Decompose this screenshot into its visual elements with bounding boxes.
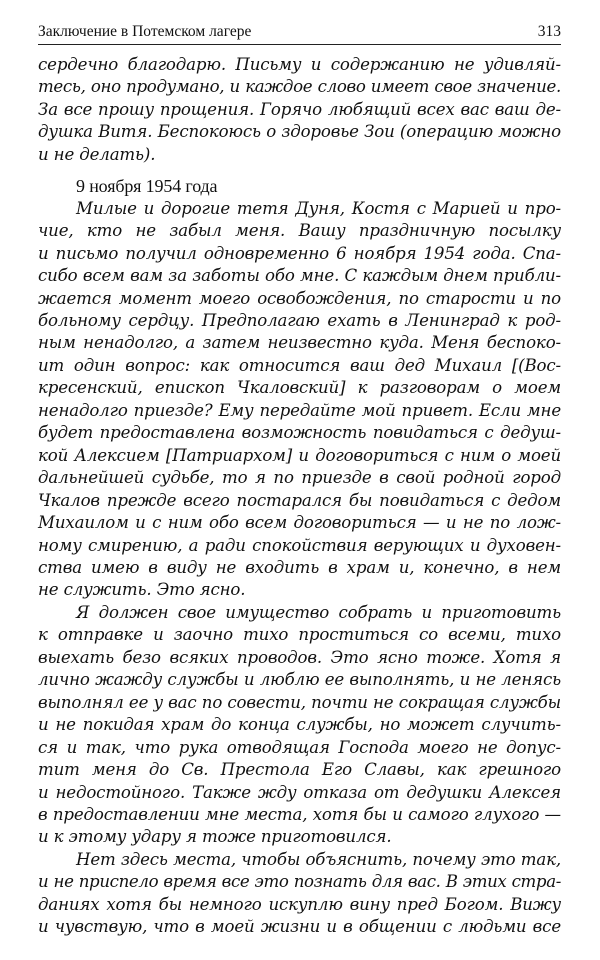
paragraph-continuation (38, 54, 561, 166)
text-line: тесь, оно продумано, и каждое слово имеет свое значение. (38, 77, 561, 97)
text-line: в предоставлении мне места, хотя бы и самого глухого — (38, 804, 561, 824)
text-line: сердечно благодарю. Письму и содержанию не удивляй- (38, 55, 561, 74)
text-line: больному сердцу. Предполагаю ехать в Ленинград к род- (38, 310, 561, 330)
text-line: тит меня до Св. Престола Его Славы, как грешного (38, 760, 561, 780)
text-line: и не приспело время все это познать для вас. В этих стра- (38, 872, 561, 892)
text-line: Милые и дорогие тетя Дуня, Костя с Марией и про- (76, 198, 561, 218)
running-head (38, 19, 561, 41)
paragraph-letter (38, 602, 561, 849)
text-line: ненадолго приезде? Ему передайте мой привет. Если мне (38, 400, 561, 420)
text-line: ся и так, что рука отводящая Господа моего не допус- (38, 737, 561, 757)
text-line: сибо всем вам за заботы обо мне. С каждым днем прибли- (38, 266, 561, 286)
text-line: ства имею в виду не входить в храм и, конечно, в нем (38, 557, 561, 577)
text-line: Нет здесь места, чтобы объяснить, почему это так, (76, 849, 561, 869)
text-line: даниях хотя бы немного искуплю вину пред Богом. Вижу (38, 894, 561, 914)
text-line: будет предоставлена возможность повидаться с дедуш- (38, 423, 561, 443)
text-line: выполнял ее у вас по совести, почти не сокращая службы (38, 692, 561, 712)
paragraph-letter (38, 849, 561, 939)
text-line: и письмо получил одновременно 6 ноября 1954 года. Спа- (38, 243, 561, 263)
text-line: Я должен свое имущество собрать и приготовить (76, 602, 561, 622)
text-line: выехать безо всяких проводов. Это ясно тоже. Хотя я (38, 647, 561, 667)
text-line: и недостойного. Также жду отказа от дедушки Алексея (38, 782, 561, 802)
text-line: ит один вопрос: как относится ваш дед Михаил [(Вос- (38, 355, 561, 375)
text-line: душка Витя. Беспокоюсь о здоровье Зои (операцию можно (38, 122, 561, 142)
text-line: не служить. Это ясно. (38, 580, 246, 600)
text-line: жается момент моего освобождения, по старости и по (38, 288, 561, 308)
paragraph-letter (38, 198, 561, 602)
text-line: ным ненадолго, а затем неизвестно куда. Меня беспоко- (38, 333, 561, 353)
header-rule (38, 44, 561, 45)
chapter-title: Заключение в Потемском лагере (38, 23, 252, 40)
text-line: Михаилом и с ним обо всем договориться — и не по лож- (38, 513, 561, 533)
text-line: ному смирению, а ради спокойствия верующих и духовен- (38, 535, 561, 555)
text-line: и не покидая храм до конца службы, но может случить- (38, 715, 561, 735)
text-line: дальнейшей судьбе, то я по приезде в свой родной город (38, 468, 561, 488)
text-line: кой Алексием [Патриархом] и договориться с ним о моей (38, 445, 561, 465)
letter-date: 9 ноября 1954 года (76, 176, 218, 197)
text-line: лично жажду службы и люблю ее выполнять, и не ленясь (38, 670, 561, 690)
text-line: и чувствую, что в моей жизни и в общении с людьми все (38, 917, 561, 937)
page-body (38, 54, 561, 939)
text-line: За все прошу прощения. Горячо любящий всех вас ваш де- (38, 99, 561, 119)
text-line: чие, кто не забыл меня. Вашу праздничную посылку (38, 221, 561, 241)
text-line: Чкалов прежде всего постарался бы повидаться с дедом (38, 490, 561, 510)
text-line: и не делать). (38, 144, 156, 164)
text-line: кресенский, епископ Чкаловский] к разговорам о моем (38, 378, 561, 398)
text-line: и к этому удару я тоже приготовился. (38, 827, 392, 847)
text-line: к отправке и заочно тихо проститься со всеми, тихо (38, 625, 561, 645)
page-number: 313 (537, 23, 561, 40)
